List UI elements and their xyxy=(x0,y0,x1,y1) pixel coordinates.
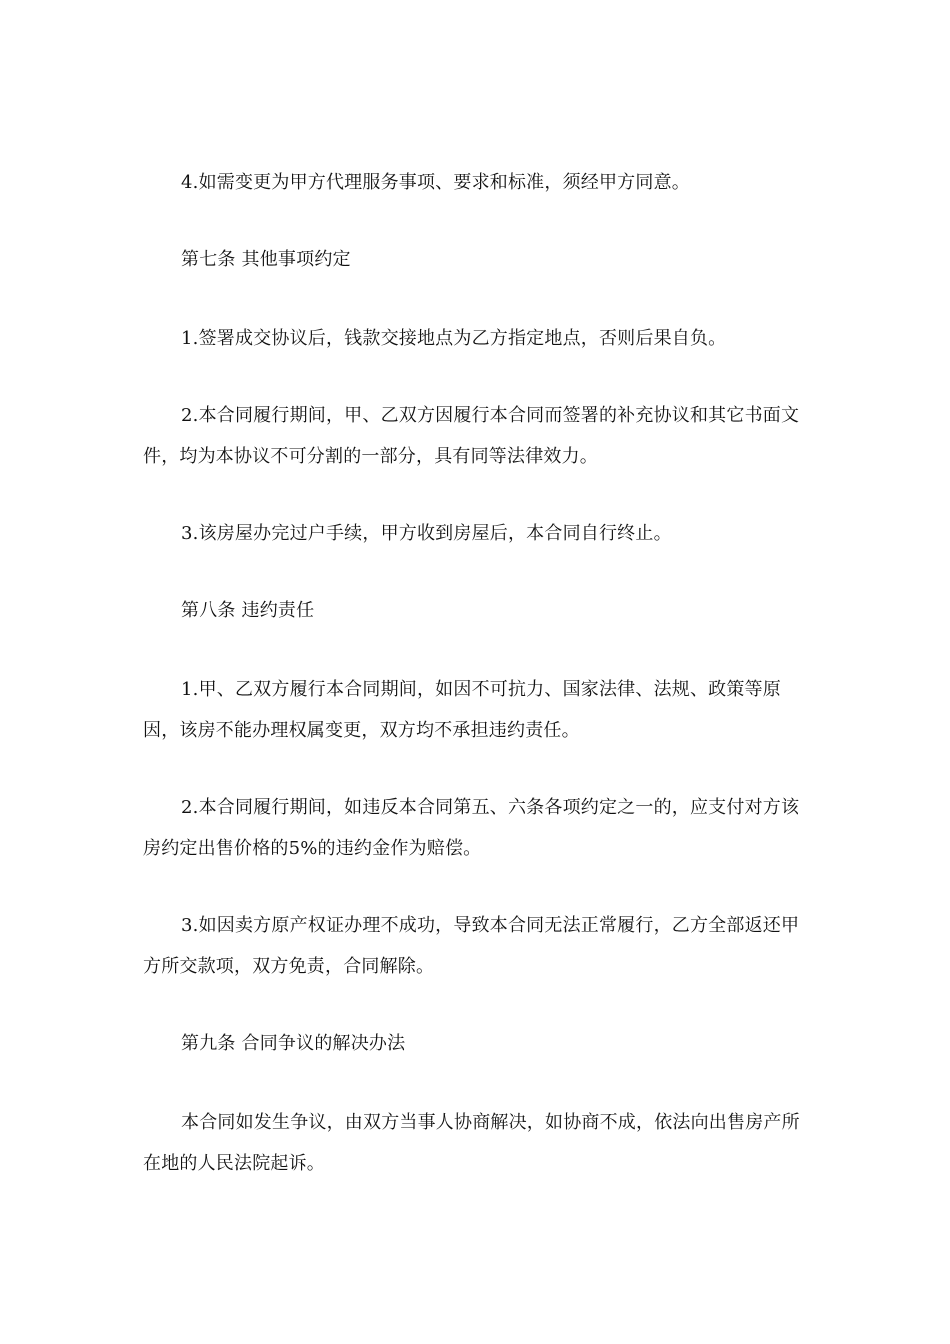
clause-9-body: 本合同如发生争议，由双方当事人协商解决，如协商不成，依法向出售房产所在地的人民法院起诉。 xyxy=(143,1112,800,1174)
clause-6-item-4: 4.如需变更为甲方代理服务事项、要求和标准，须经甲方同意。 xyxy=(181,172,690,193)
clause-8-item-2: 2.本合同履行期间，如违反本合同第五、六条各项约定之一的，应支付对方该房约定出售价格的5%的违约金作为赔偿。 xyxy=(143,797,800,859)
clause-8-item-1: 1.甲、乙双方履行本合同期间，如因不可抗力、国家法律、法规、政策等原因，该房不能办理权属变更，双方均不承担违约责任。 xyxy=(143,679,781,741)
article-8-heading: 第八条 违约责任 xyxy=(181,600,315,621)
clause-7-item-1: 1.签署成交协议后，钱款交接地点为乙方指定地点，否则后果自负。 xyxy=(181,328,727,349)
clause-8-item-3: 3.如因卖方原产权证办理不成功，导致本合同无法正常履行，乙方全部返还甲方所交款项，双方免责，合同解除。 xyxy=(143,915,800,977)
clause-7-item-3: 3.该房屋办完过户手续，甲方收到房屋后，本合同自行终止。 xyxy=(181,523,672,544)
article-9-heading: 第九条 合同争议的解决办法 xyxy=(181,1033,406,1054)
article-7-heading: 第七条 其他事项约定 xyxy=(181,249,351,270)
clause-7-item-2: 2.本合同履行期间，甲、乙双方因履行本合同而签署的补充协议和其它书面文件，均为本协议不可分割的一部分，具有同等法律效力。 xyxy=(143,405,800,467)
document-body xyxy=(143,162,803,1220)
